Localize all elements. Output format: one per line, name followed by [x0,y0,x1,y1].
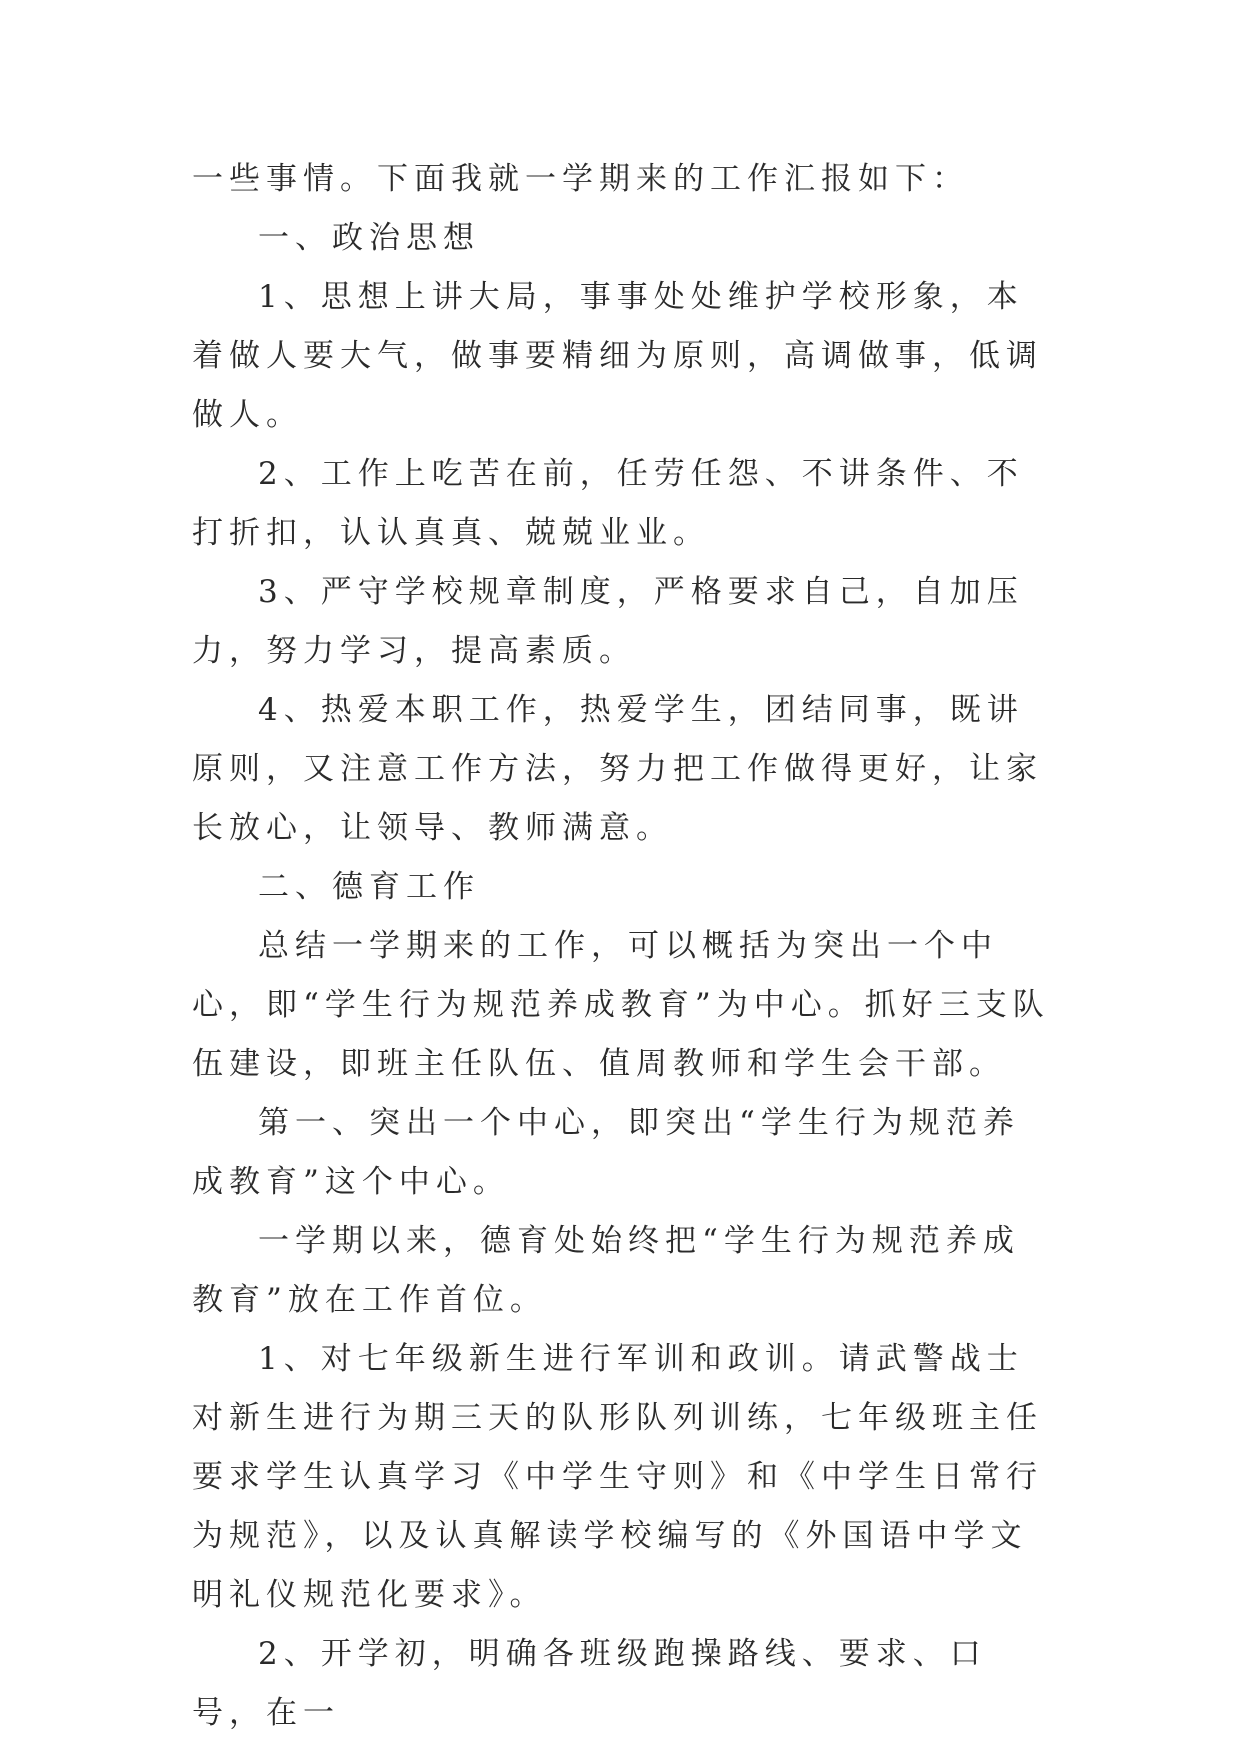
paragraph: 一些事情。下面我就一学期来的工作汇报如下： [192,161,969,197]
document-body [192,150,1052,1743]
paragraph: 1、思想上讲大局，事事处处维护学校形象，本着做人要大气，做事要精细为原则，高调做事，低调做人。 [192,279,1043,433]
paragraph: 2、工作上吃苦在前，任劳任怨、不讲条件、不打折扣，认认真真、兢兢业业。 [192,456,1024,551]
section-heading: 一、政治思想 [258,220,480,256]
paragraph: 1、对七年级新生进行军训和政训。请武警战士对新生进行为期三天的队形队列训练，七年级班主任要求学生认真学习《中学生守则》和《中学生日常行为规范》，以及认真解读学校编写的《外国语中学文明礼仪规范化要求》。 [192,1341,1043,1613]
paragraph: 3、严守学校规章制度，严格要求自己，自加压力，努力学习，提高素质。 [192,574,1024,669]
paragraph: 一学期以来，德育处始终把“学生行为规范养成教育”放在工作首位。 [192,1223,1020,1318]
paragraph: 4、热爱本职工作，热爱学生，团结同事，既讲原则，又注意工作方法，努力把工作做得更好，让家长放心，让领导、教师满意。 [192,692,1043,846]
paragraph: 总结一学期来的工作，可以概括为突出一个中心，即“学生行为规范养成教育”为中心。抓好三支队伍建设，即班主任队伍、值周教师和学生会干部。 [192,928,1050,1082]
paragraph: 第一、突出一个中心，即突出“学生行为规范养成教育”这个中心。 [192,1105,1020,1200]
paragraph: 2、开学初，明确各班级跑操路线、要求、口号，在一 [192,1636,987,1731]
section-heading: 二、德育工作 [258,869,480,905]
